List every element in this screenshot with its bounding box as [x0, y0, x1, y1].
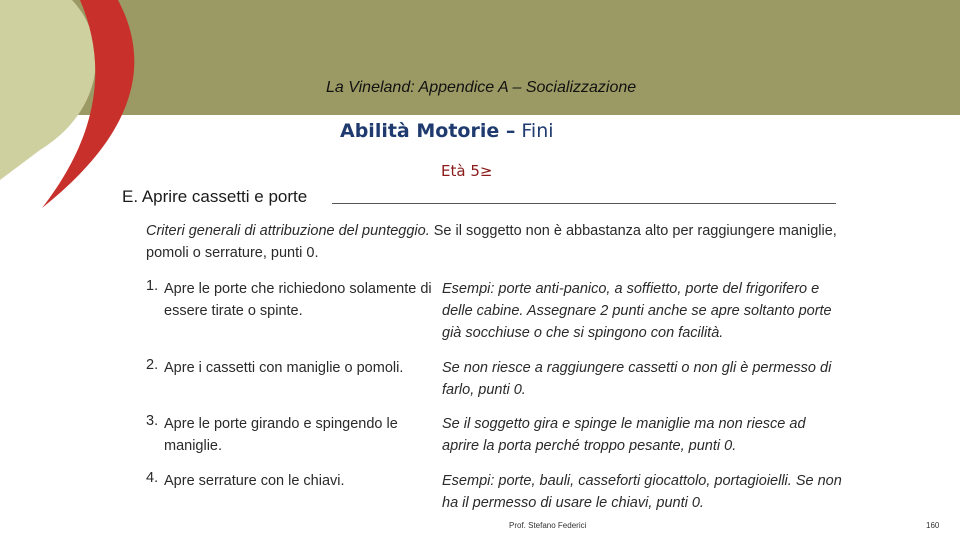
- criteria-label: Criteri generali di attribuzione del punteggio.: [146, 223, 430, 239]
- slide-title: La Vineland: Appendice A – Socializzazione: [326, 79, 637, 96]
- section-subtitle: [340, 120, 554, 142]
- item-number: 4.: [146, 470, 159, 486]
- item-description: Apre le porte che richiedono solamente di essere tirate o spinte.: [164, 281, 432, 319]
- age-label: Età 5≥: [441, 162, 493, 180]
- subtitle-bold: Abilità Motorie –: [340, 120, 516, 142]
- criteria-paragraph: [146, 220, 846, 264]
- item-number: 2.: [146, 357, 159, 373]
- item-heading: E. Aprire cassetti e porte: [122, 187, 308, 206]
- page-number: 160: [926, 521, 940, 530]
- item-example: Esempi: porte anti-panico, a soffietto, porte del frigorifero e delle cabine. Assegnare 2 punti anche se apre soltanto porte già socchiuse o che si spingono con facilità.: [442, 281, 832, 341]
- item-description: Apre i cassetti con maniglie o pomoli.: [164, 360, 404, 376]
- scanned-item-page: [122, 184, 842, 524]
- footer-author: Prof. Stefano Federici: [509, 521, 587, 530]
- heading-rule: [332, 203, 836, 204]
- item-example: Se non riesce a raggiungere cassetti o non gli è permesso di farlo, punti 0.: [442, 360, 832, 398]
- criteria-text: Se il soggetto non è abbastanza alto per raggiungere maniglie, pomoli o serrature, punti 0.: [146, 223, 837, 261]
- item-number: 3.: [146, 413, 159, 429]
- item-description: Apre le porte girando e spingendo le maniglie.: [164, 416, 398, 454]
- subtitle-normal: Fini: [521, 120, 554, 142]
- item-example: Esempi: porte, bauli, casseforti giocattolo, portagioielli. Se non ha il permesso di usare le chiavi, punti 0.: [442, 473, 842, 511]
- item-description: Apre serrature con le chiavi.: [164, 473, 345, 489]
- item-number: 1.: [146, 278, 159, 294]
- item-example: Se il soggetto gira e spinge le maniglie ma non riesce ad aprire la porta perché troppo pesante, punti 0.: [442, 416, 806, 454]
